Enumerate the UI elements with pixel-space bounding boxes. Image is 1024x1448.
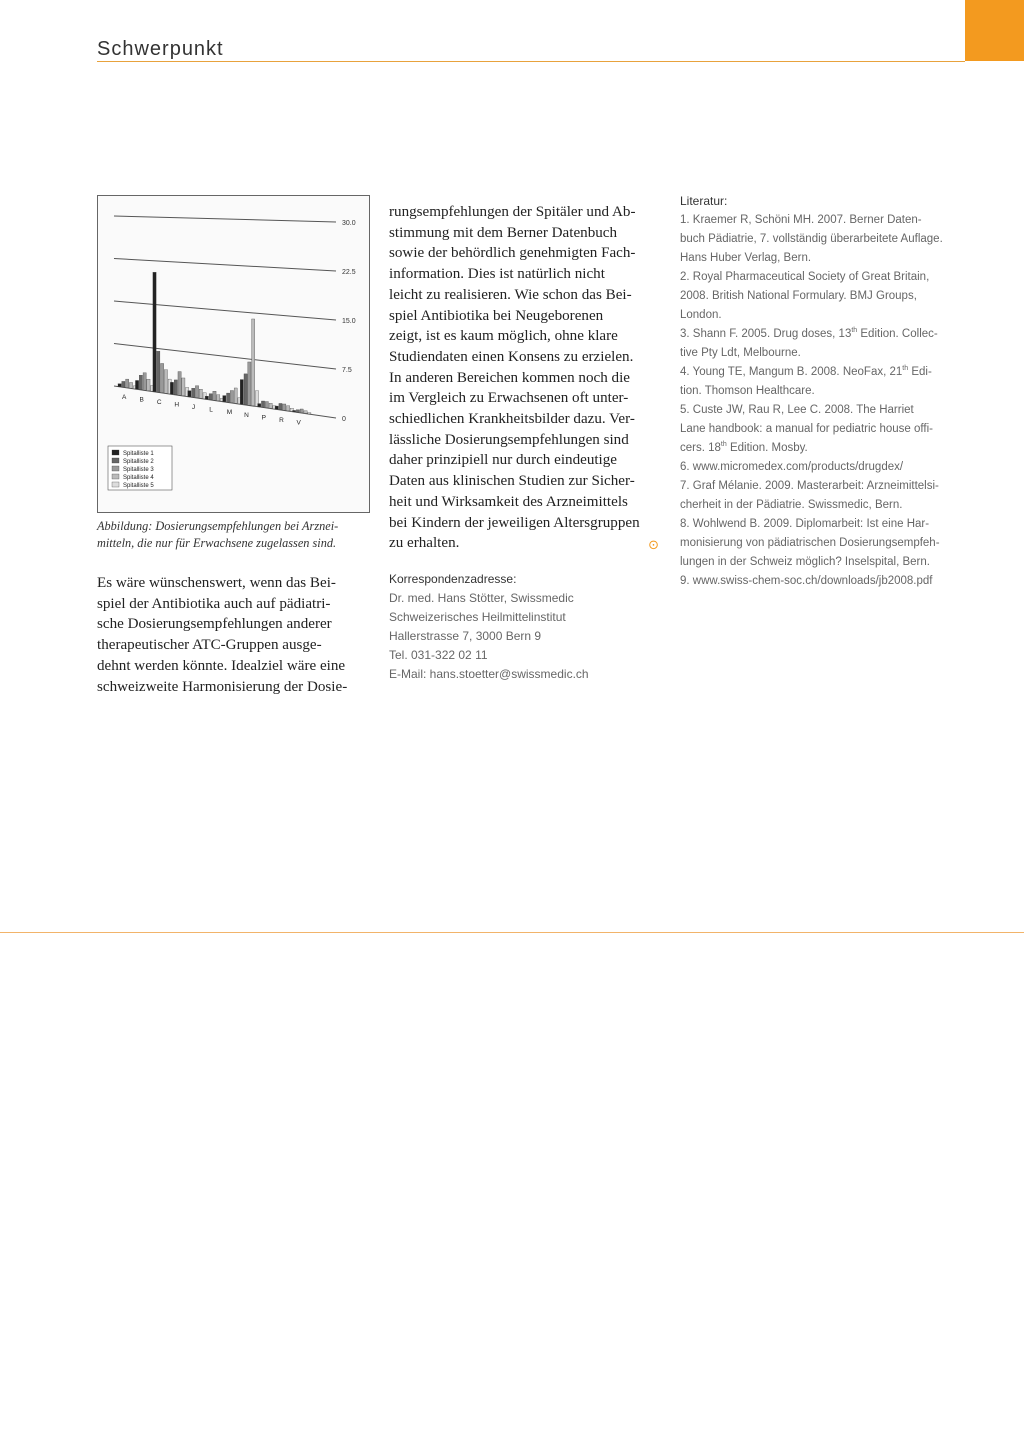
bar xyxy=(209,394,212,400)
bar xyxy=(286,406,289,411)
reference-line: 5. Custe JW, Rau R, Lee C. 2008. The Harriet xyxy=(680,404,914,416)
bar xyxy=(161,363,164,392)
bar xyxy=(182,378,185,396)
legend-label: Spitalliste 3 xyxy=(123,467,154,473)
text-line: sowie der behördlich genehmigten Fach- xyxy=(389,245,636,262)
text-line: dehnt werden könnte. Idealziel wäre eine xyxy=(97,657,346,674)
text-line: stimmung mit dem Berner Datenbuch xyxy=(389,224,618,241)
correspondence-heading: Korrespondenzadresse: xyxy=(389,572,517,586)
superscript: th xyxy=(851,327,858,335)
text-line: leicht zu realisieren. Wie schon das Bei- xyxy=(389,286,632,303)
reference-text: Edition. Collec- xyxy=(857,328,938,340)
text-line: daher prinzipiell nur durch eindeutige xyxy=(389,452,617,469)
bar xyxy=(143,373,146,390)
legend-label: Spitalliste 5 xyxy=(123,483,154,489)
reference-line xyxy=(680,363,950,382)
reference-line xyxy=(680,325,950,344)
reference-link[interactable]: 6. www.micromedex.com/products/drugdex/ xyxy=(680,461,904,473)
reference-line: monisierung von pädiatrischen Dosierungsempfeh- xyxy=(680,537,940,549)
legend-label: Spitalliste 1 xyxy=(123,451,154,457)
category-label: B xyxy=(139,396,144,404)
text-line: information. Dies ist natürlich nicht xyxy=(389,266,605,283)
body-column-middle xyxy=(389,202,659,557)
bar xyxy=(135,380,138,389)
bar xyxy=(178,372,181,396)
category-label: P xyxy=(261,414,266,422)
reference-line: 1. Kraemer R, Schöni MH. 2007. Berner Daten- xyxy=(680,214,922,226)
reference-text: cers. 18 xyxy=(680,442,721,454)
bar xyxy=(252,319,255,406)
bar xyxy=(244,374,247,405)
reference-line: Hans Huber Verlag, Bern. xyxy=(680,252,812,264)
bar xyxy=(139,375,142,389)
bar xyxy=(199,389,202,398)
bar xyxy=(129,382,132,388)
text-line: Studiendaten einen Konsens zu erzielen. xyxy=(389,348,634,365)
bar xyxy=(234,388,237,403)
bar xyxy=(164,370,167,393)
correspondence-line: Hallerstrasse 7, 3000 Bern 9 xyxy=(389,629,542,643)
y-tick-label: 30.0 xyxy=(342,220,356,227)
legend-swatch xyxy=(112,450,119,455)
y-tick-label: 0 xyxy=(342,416,346,423)
bar-chart xyxy=(98,196,369,512)
gridline xyxy=(114,344,336,370)
bar xyxy=(195,386,198,398)
reference-line: tive Pty Ldt, Melbourne. xyxy=(680,347,801,359)
text-line: sche Dosierungsempfehlungen anderer xyxy=(97,616,332,633)
bar xyxy=(122,381,125,387)
text-line: spiel der Antibiotika auch auf pädiatri- xyxy=(97,595,331,612)
bar xyxy=(304,411,307,414)
bar xyxy=(157,351,160,392)
correspondence-email: E-Mail: hans.stoetter@swissmedic.ch xyxy=(389,667,589,681)
gridline xyxy=(114,216,336,222)
reference-text: Edi- xyxy=(908,366,932,378)
text-line: zeigt, ist es kaum möglich, ohne klare xyxy=(389,328,618,345)
reference-text: 3. Shann F. 2005. Drug doses, 13 xyxy=(680,328,852,340)
reference-link[interactable]: 9. www.swiss-chem-soc.ch/downloads/jb2008.pdf xyxy=(680,575,933,587)
category-label: A xyxy=(122,394,127,402)
section-title: Schwerpunkt xyxy=(97,38,224,60)
bar xyxy=(153,272,156,391)
caption-line: Abbildung: Dosierungsempfehlungen bei Arznei- xyxy=(97,519,339,533)
correspondence-block xyxy=(389,570,659,684)
reference-line: tion. Thomson Healthcare. xyxy=(680,385,815,397)
bar xyxy=(293,410,296,411)
references-heading: Literatur: xyxy=(680,194,728,208)
bar xyxy=(300,409,303,413)
bar xyxy=(240,380,243,405)
bar xyxy=(192,388,195,397)
category-label: J xyxy=(191,404,196,412)
bar xyxy=(170,382,173,394)
legend-label: Spitalliste 4 xyxy=(123,475,154,481)
y-tick-label: 15.0 xyxy=(342,318,356,325)
text-line-last-text: zu erhalten. xyxy=(389,535,460,552)
superscript: th xyxy=(902,365,909,373)
reference-line: buch Pädiatrie, 7. vollständig überarbeitete Auflage. xyxy=(680,233,943,245)
bottom-rule xyxy=(0,932,1024,933)
bar xyxy=(205,396,208,399)
bar xyxy=(283,404,286,410)
bar xyxy=(174,380,177,395)
category-label: H xyxy=(174,401,180,409)
gridline xyxy=(114,259,336,272)
reference-line: London. xyxy=(680,309,722,321)
text-line: im Vergleich zu Erwachsenen oft unter- xyxy=(389,390,629,407)
bar xyxy=(248,362,251,405)
y-tick-label: 22.5 xyxy=(342,269,356,276)
reference-line: cherheit in der Pädiatrie. Swissmedic, Bern. xyxy=(680,499,903,511)
legend-label: Spitalliste 2 xyxy=(123,459,154,465)
reference-line: 2. Royal Pharmaceutical Society of Great Britain, xyxy=(680,271,930,283)
orange-corner-tab xyxy=(965,0,1024,61)
legend-swatch xyxy=(112,466,119,471)
text-line: lässliche Dosierungsempfehlungen sind xyxy=(389,431,629,448)
y-tick-label: 7.5 xyxy=(342,367,352,374)
correspondence-line: Dr. med. Hans Stötter, Swissmedic xyxy=(389,591,574,605)
category-label: N xyxy=(244,411,249,419)
category-label: L xyxy=(209,406,213,414)
reference-line: 2008. British National Formulary. BMJ Groups, xyxy=(680,290,917,302)
bar xyxy=(261,401,264,407)
bar xyxy=(275,406,278,409)
bar xyxy=(227,393,230,402)
text-line: Daten aus klinischen Studien zur Sicher- xyxy=(389,473,635,490)
bar xyxy=(118,384,121,387)
text-line: rungsempfehlungen der Spitäler und Ab- xyxy=(389,204,636,220)
reference-line: lungen in der Schweiz möglich? Inselspital, Bern. xyxy=(680,556,930,568)
text-line-last xyxy=(389,533,659,554)
category-label: V xyxy=(296,419,301,427)
text-line: In anderen Bereichen kommen noch die xyxy=(389,369,630,386)
bar xyxy=(265,402,268,408)
text-line: spiel Antibiotika bei Neugeborenen xyxy=(389,307,604,324)
reference-line: 7. Graf Mélanie. 2009. Masterarbeit: Arzneimittelsi- xyxy=(680,480,939,492)
bar xyxy=(217,395,220,401)
reference-line: 8. Wohlwend B. 2009. Diplomarbeit: Ist eine Har- xyxy=(680,518,930,530)
bar xyxy=(269,403,272,408)
end-of-article-icon: ⊙ xyxy=(648,538,659,554)
reference-line xyxy=(680,439,950,458)
bar xyxy=(308,413,311,414)
category-label: C xyxy=(156,399,162,407)
gridline xyxy=(114,301,336,320)
references-block xyxy=(680,192,950,591)
reference-line: Lane handbook: a manual for pediatric house offi- xyxy=(680,423,933,435)
category-label: M xyxy=(226,409,233,417)
legend-swatch xyxy=(112,482,119,487)
bar xyxy=(213,391,216,400)
text-line: schweizweite Harmonisierung der Dosie- xyxy=(97,678,348,695)
bar xyxy=(296,410,299,413)
body-column-left xyxy=(97,573,368,697)
bar xyxy=(258,404,261,407)
superscript: th xyxy=(720,441,727,449)
reference-text: Edition. Mosby. xyxy=(726,442,808,454)
header-rule xyxy=(97,61,965,62)
text-line: heit und Wirksamkeit des Arzneimittels xyxy=(389,493,628,510)
bar xyxy=(223,396,226,402)
figure-caption xyxy=(97,518,369,552)
bar xyxy=(279,403,282,409)
bar xyxy=(188,391,191,397)
text-line: therapeutischer ATC-Gruppen ausge- xyxy=(97,637,322,654)
correspondence-line: Schweizerisches Heilmittelinstitut xyxy=(389,610,566,624)
correspondence-line: Tel. 031-322 02 11 xyxy=(389,648,488,662)
figure-chart xyxy=(97,195,370,513)
bar xyxy=(147,379,150,391)
bar xyxy=(126,379,129,388)
text-line: Es wäre wünschenswert, wenn das Bei- xyxy=(97,575,336,591)
reference-text: 4. Young TE, Mangum B. 2008. NeoFax, 21 xyxy=(680,366,903,378)
legend-swatch xyxy=(112,474,119,479)
legend-swatch xyxy=(112,458,119,463)
text-line: schiedlichen Krankheitsbilder dazu. Ver- xyxy=(389,411,635,428)
text-line: bei Kindern der jeweiligen Altersgruppen xyxy=(389,514,640,531)
caption-line: mitteln, die nur für Erwachsene zugelassen sind. xyxy=(97,536,337,550)
category-label: R xyxy=(279,416,284,424)
bar xyxy=(230,391,233,403)
